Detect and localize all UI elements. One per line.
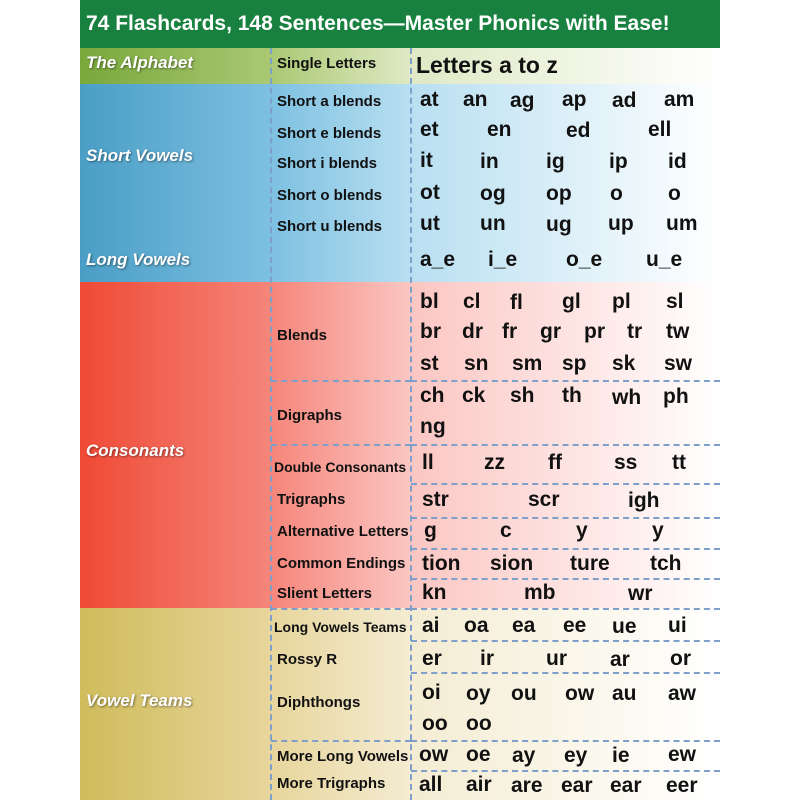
subcategory-short-i: Short i blends: [277, 155, 378, 172]
phonics-word: c: [500, 519, 512, 542]
subcategory-rossy-r: Rossy R: [277, 651, 338, 668]
phonics-word: i_e: [488, 248, 518, 271]
phonics-word: ue: [612, 615, 637, 638]
phonics-word: y: [652, 519, 664, 542]
phonics-word: ee: [563, 614, 587, 637]
phonics-word: sk: [612, 352, 636, 375]
phonics-word: fl: [510, 291, 523, 314]
phonics-word: ur: [546, 647, 567, 670]
phonics-word: ph: [663, 385, 689, 408]
phonics-word: sm: [512, 352, 543, 375]
subcategory-alternative-letters: Alternative Letters: [277, 523, 409, 540]
phonics-word: id: [668, 150, 687, 173]
subcategory-digraphs: Digraphs: [277, 407, 343, 424]
phonics-word: oi: [422, 681, 441, 704]
subcategory-trigraphs: Trigraphs: [277, 491, 346, 508]
row-divider: [411, 380, 720, 382]
phonics-word: ap: [562, 88, 587, 111]
phonics-word: ear: [561, 774, 593, 797]
phonics-word: all: [419, 773, 443, 796]
phonics-word: un: [480, 212, 506, 235]
phonics-word: ot: [420, 181, 440, 204]
subcategory-long-vowel-teams: Long Vowels Teams: [274, 619, 407, 635]
row-divider: [411, 517, 720, 519]
phonics-word: ch: [420, 384, 445, 407]
phonics-word: sn: [464, 352, 489, 375]
phonics-word: ai: [422, 614, 440, 637]
phonics-word: ow: [565, 682, 595, 705]
row-divider: [411, 548, 720, 550]
phonics-word: ell: [648, 118, 672, 141]
phonics-word: og: [480, 182, 506, 205]
letters-heading: Letters a to z: [416, 52, 558, 78]
phonics-word: ture: [570, 552, 610, 575]
phonics-word: ck: [462, 384, 486, 407]
phonics-word: wr: [628, 582, 653, 605]
subcategory-short-u: Short u blends: [277, 218, 382, 235]
subcategory-short-o: Short o blends: [277, 187, 382, 204]
phonics-word: sw: [664, 352, 693, 375]
row-divider: [411, 608, 720, 610]
phonics-word: tr: [627, 320, 643, 343]
phonics-word: ag: [510, 89, 535, 112]
phonics-word: ey: [564, 744, 588, 767]
row-divider: [271, 380, 411, 382]
subcategory-more-trigraphs: More Trigraphs: [277, 775, 386, 792]
row-divider: [411, 672, 720, 674]
phonics-word: sp: [562, 352, 587, 375]
phonics-word: oe: [466, 743, 491, 766]
subcategory-silent-letters: Slient Letters: [277, 585, 373, 602]
phonics-word: ui: [668, 614, 687, 637]
phonics-word: bl: [420, 290, 439, 313]
phonics-word: sh: [510, 384, 535, 407]
phonics-word: u_e: [646, 248, 683, 271]
phonics-word: sion: [490, 552, 534, 575]
column-divider: [270, 48, 272, 800]
phonics-word: it: [420, 149, 433, 172]
subcategory-single-letters: Single Letters: [277, 55, 377, 72]
phonics-word: et: [420, 118, 439, 141]
phonics-word: ear: [610, 774, 642, 797]
row-divider: [271, 444, 411, 446]
subcategory-short-a: Short a blends: [277, 93, 382, 110]
phonics-word: sl: [666, 290, 684, 313]
phonics-word: kn: [422, 581, 447, 604]
phonics-word: gr: [540, 320, 561, 343]
phonics-word: en: [487, 118, 512, 141]
phonics-word: eer: [666, 774, 698, 797]
phonics-word: th: [562, 384, 582, 407]
phonics-word: ut: [420, 212, 440, 235]
phonics-word: ea: [512, 614, 536, 637]
phonics-word: tion: [422, 552, 461, 575]
row-divider: [271, 740, 411, 742]
category-alphabet: The Alphabet: [86, 53, 194, 72]
phonics-word: ow: [419, 743, 449, 766]
phonics-word: y: [576, 519, 588, 542]
phonics-word: zz: [484, 451, 505, 474]
row-divider: [411, 444, 720, 446]
phonics-word: scr: [528, 488, 560, 511]
phonics-word: at: [420, 88, 439, 111]
phonics-word: ew: [668, 743, 697, 766]
phonics-word: an: [463, 88, 488, 111]
phonics-word: up: [608, 212, 634, 235]
phonics-word: a_e: [420, 248, 456, 271]
phonics-word: g: [424, 519, 437, 542]
phonics-word: ig: [546, 150, 565, 173]
phonics-word: pl: [612, 290, 631, 313]
phonics-word: are: [511, 774, 543, 797]
phonics-word: ff: [548, 451, 562, 474]
phonics-word: ll: [422, 451, 434, 474]
phonics-word: ip: [609, 150, 628, 173]
phonics-word: au: [612, 682, 637, 705]
phonics-word: ug: [546, 213, 572, 236]
row-divider: [411, 578, 720, 580]
phonics-word: op: [546, 182, 572, 205]
phonics-word: in: [480, 150, 499, 173]
phonics-word: ou: [511, 682, 537, 705]
row-divider: [411, 770, 720, 772]
phonics-word: wh: [612, 386, 642, 409]
phonics-word: tt: [672, 451, 686, 474]
subcategory-diphthongs: Diphthongs: [277, 694, 361, 711]
phonics-word: oy: [466, 682, 491, 705]
phonics-word: am: [664, 88, 695, 111]
subcategory-short-e: Short e blends: [277, 125, 382, 142]
row-divider: [271, 608, 411, 610]
phonics-word: o: [610, 182, 623, 205]
phonics-word: oo: [422, 712, 448, 735]
phonics-word: or: [670, 647, 691, 670]
phonics-word: tch: [650, 552, 682, 575]
category-consonants: Consonants: [86, 441, 185, 460]
column-divider: [410, 48, 412, 800]
phonics-word: um: [666, 212, 698, 235]
category-vowel-teams: Vowel Teams: [86, 691, 193, 710]
subcategory-more-long-vowels: More Long Vowels: [277, 748, 409, 765]
phonics-word: tw: [666, 320, 690, 343]
phonics-word: er: [422, 647, 442, 670]
phonics-word: air: [466, 773, 492, 796]
phonics-word: ed: [566, 119, 591, 142]
subcategory-blends: Blends: [277, 327, 328, 344]
phonics-word: ir: [480, 647, 495, 670]
phonics-word: igh: [628, 489, 660, 512]
phonics-word: o_e: [566, 248, 603, 271]
phonics-word: ie: [612, 744, 630, 767]
phonics-word: fr: [502, 320, 518, 343]
category-short-vowels: Short Vowels: [86, 146, 194, 165]
phonics-word: ar: [610, 648, 630, 671]
phonics-word: ad: [612, 89, 637, 112]
phonics-word: oo: [466, 712, 492, 735]
phonics-word: gl: [562, 290, 581, 313]
phonics-word: st: [420, 352, 439, 375]
phonics-word: aw: [668, 682, 697, 705]
category-long-vowels: Long Vowels: [86, 250, 191, 269]
row-divider: [411, 483, 720, 485]
row-divider: [411, 740, 720, 742]
row-divider: [411, 640, 720, 642]
phonics-word: dr: [462, 320, 483, 343]
phonics-word: ss: [614, 451, 638, 474]
phonics-word: ay: [512, 744, 536, 767]
phonics-word: str: [422, 488, 449, 511]
phonics-word: oa: [464, 614, 489, 637]
phonics-word: cl: [463, 290, 481, 313]
subcategory-double-consonants: Double Consonants: [274, 459, 407, 475]
phonics-word: mb: [524, 581, 556, 604]
phonics-word: br: [420, 320, 441, 343]
phonics-word: ng: [420, 415, 446, 438]
phonics-word: o: [668, 182, 681, 205]
page-title: 74 Flashcards, 148 Sentences—Master Phonics with Ease!: [80, 0, 720, 48]
subcategory-common-endings: Common Endings: [277, 555, 406, 572]
phonics-word: pr: [584, 320, 605, 343]
